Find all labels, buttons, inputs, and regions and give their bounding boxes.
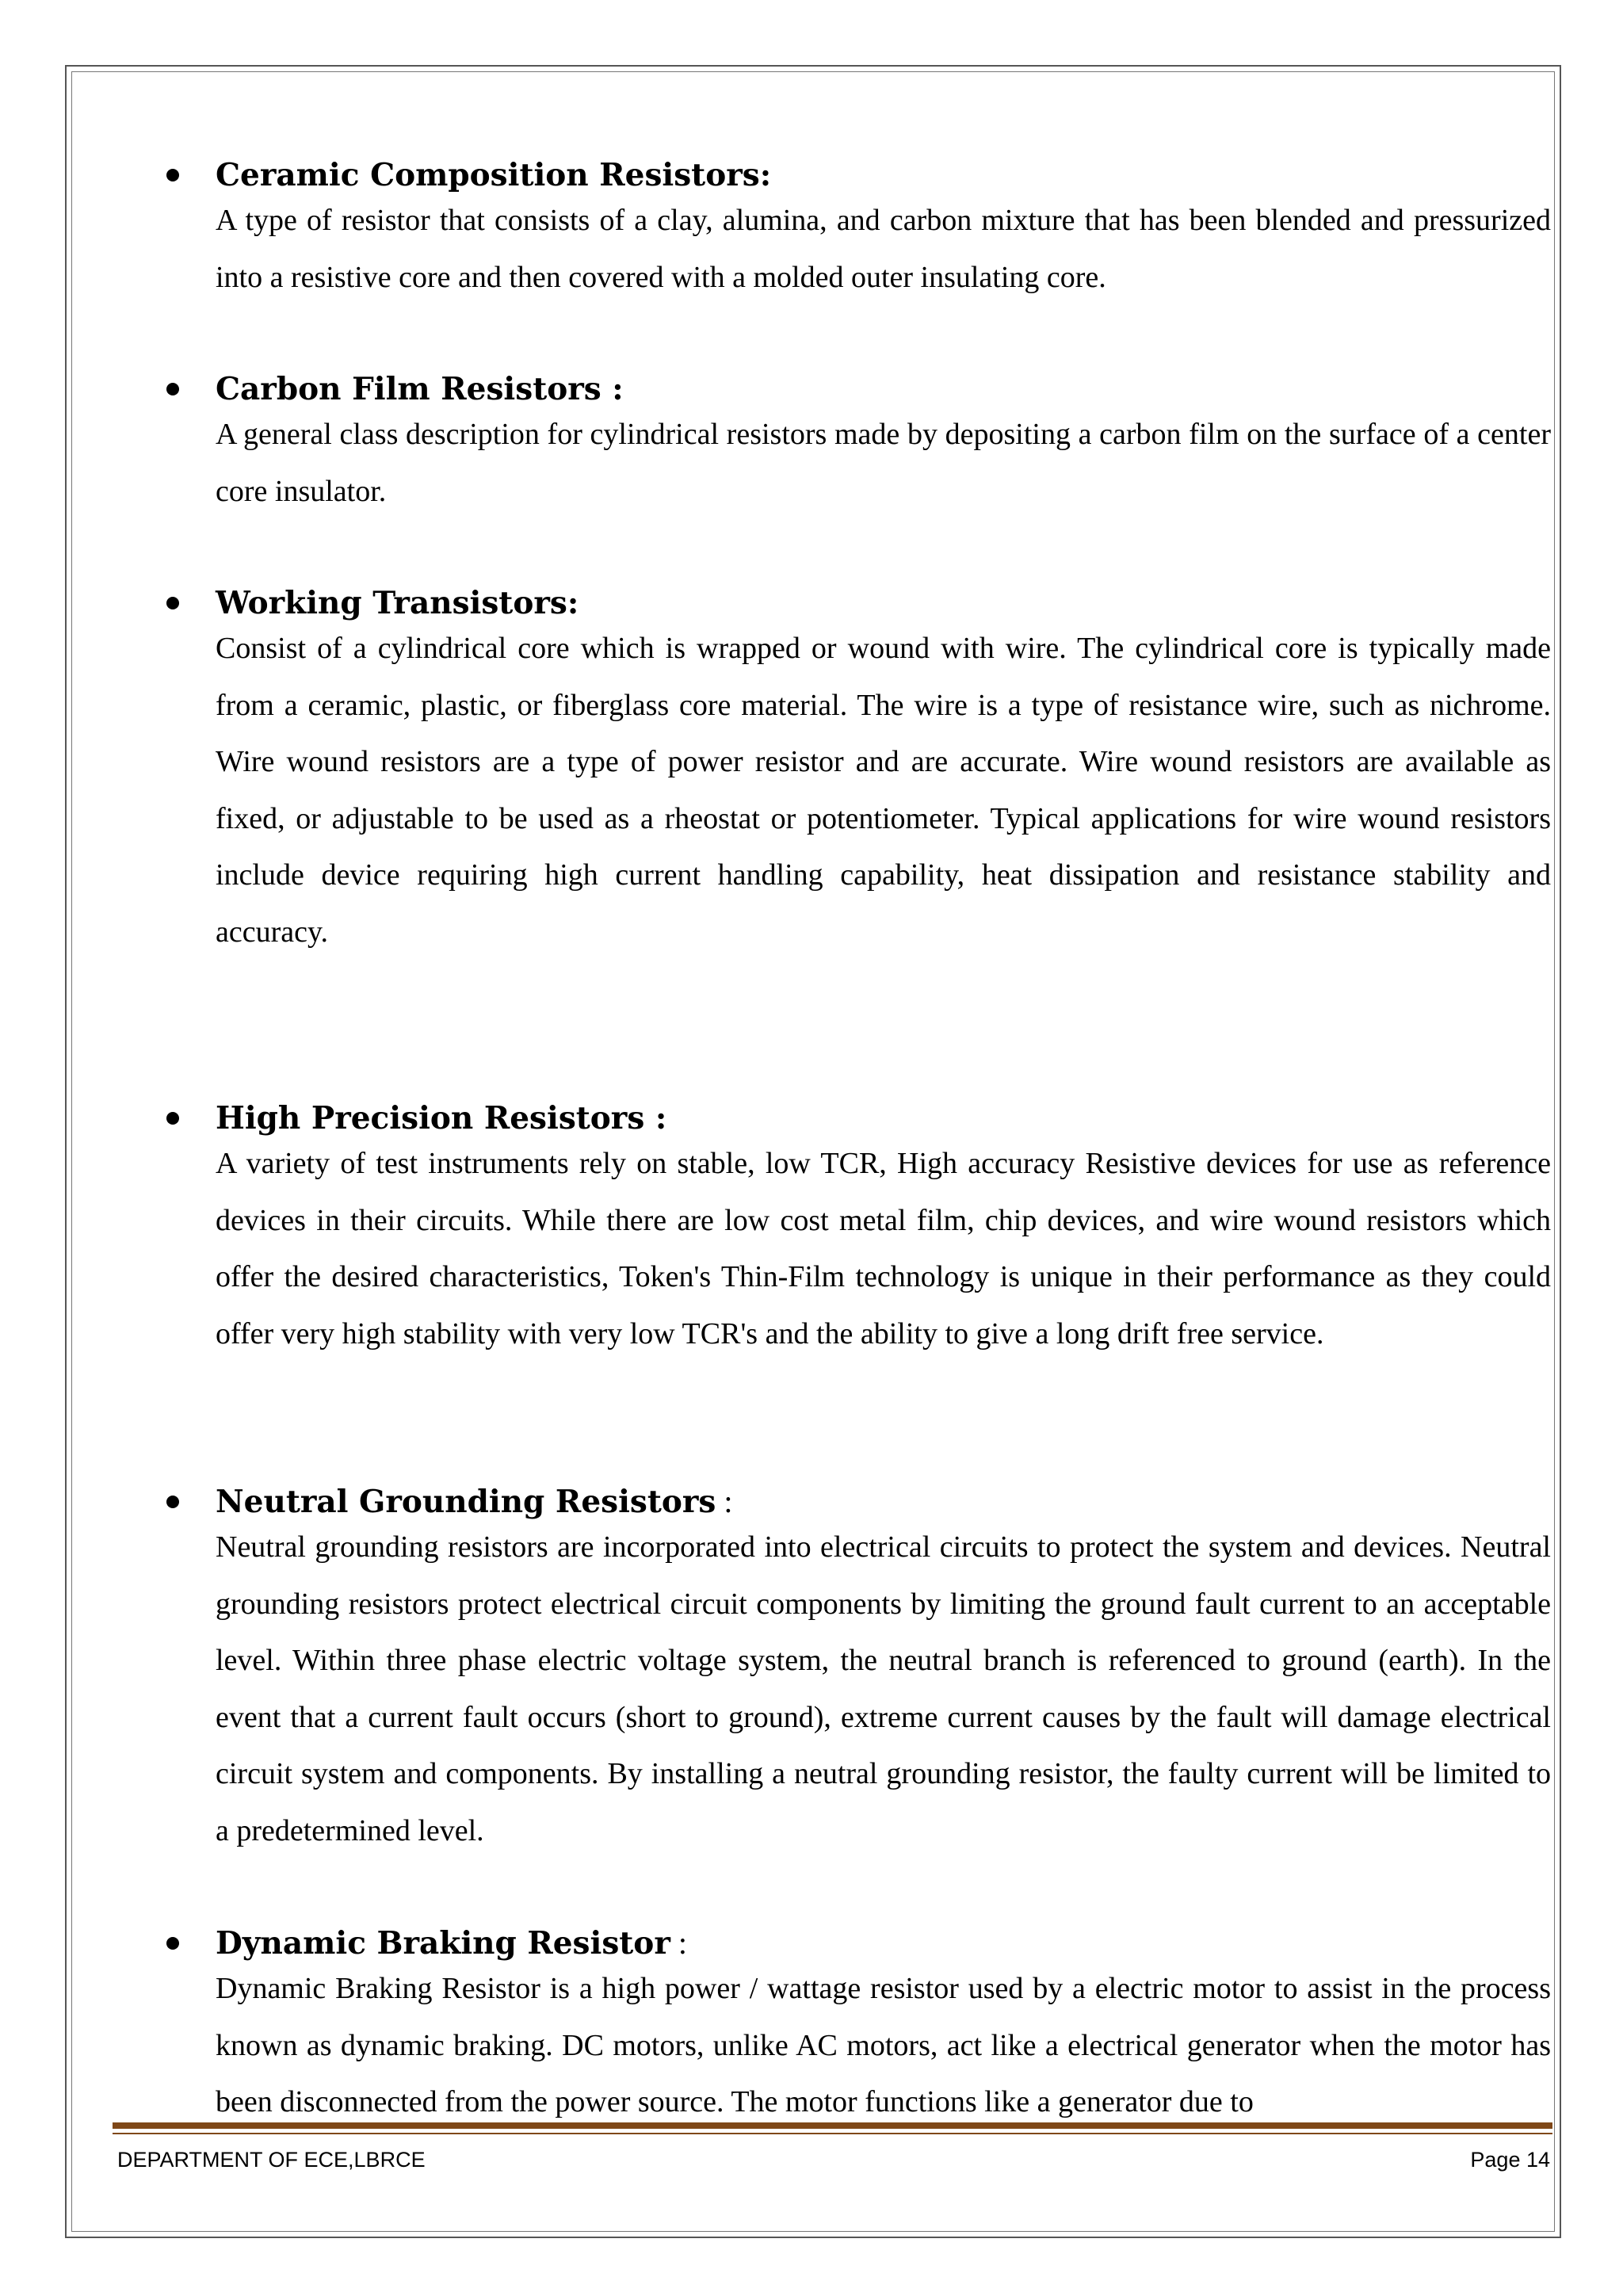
bullet-icon bbox=[166, 1496, 179, 1508]
section-body: A type of resistor that consists of a clay, alumina, and carbon mixture that has been blended and pressurized into a resistive core and then covered with a molded outer insulating core. bbox=[216, 204, 1551, 294]
section-body: Dynamic Braking Resistor is a high power / wattage resistor used by a electric motor to assist in the process known as dynamic braking. DC motors, unlike AC motors, act like a electrical generator when the motor has been disconnected from the power source. The motor functions like a generator due to bbox=[216, 1972, 1551, 2118]
section-heading: Dynamic Braking Resistor : bbox=[216, 1925, 687, 1962]
section-body: Neutral grounding resistors are incorporated into electrical circuits to protect the system and devices. Neutral grounding resistors protect electrical circuit components by limiting the ground fault current to an acceptable level. Within three phase electric voltage system, the neutral branch is referenced to ground (earth). In the event that a current fault occurs (short to ground), extreme current causes by the fault will damage electrical circuit system and components. By installing a neutral grounding resistor, the faulty current will be limited to a predetermined level. bbox=[216, 1530, 1551, 1847]
bullet-icon bbox=[166, 1112, 179, 1125]
section-heading: Working Transistors: bbox=[216, 585, 579, 621]
footer-divider-thin bbox=[113, 2133, 1552, 2134]
section-body: A variety of test instruments rely on stable, low TCR, High accuracy Resistive devices for use as reference devices in their circuits. While there are low cost metal film, chip devices, and wire wound resistors which offer the desired characteristics, Token's Thin-Film technology is unique in their performance as they could offer very high stability with very low TCR's and the ability to give a long drift free service. bbox=[216, 1147, 1551, 1350]
section-body: Consist of a cylindrical core which is wrapped or wound with wire. The cylindrical core is typically made from a ceramic, plastic, or fiberglass core material. The wire is a type of resistance wire, such as nichrome. Wire wound resistors are a type of power resistor and are accurate. Wire wound resistors are available as fixed, or adjustable to be used as a rheostat or potentiometer. Typical applications for wire wound resistors include device requiring high current handling capability, heat dissipation and resistance stability and accuracy. bbox=[216, 632, 1551, 949]
section-heading: Neutral Grounding Resistors : bbox=[216, 1484, 733, 1520]
section-heading: Ceramic Composition Resistors: bbox=[216, 157, 772, 193]
bullet-icon bbox=[166, 169, 179, 181]
section-heading: High Precision Resistors : bbox=[216, 1100, 667, 1137]
section-heading: Carbon Film Resistors : bbox=[216, 371, 624, 407]
bullet-icon bbox=[166, 597, 179, 609]
bullet-icon bbox=[166, 383, 179, 395]
section-body: A general class description for cylindrical resistors made by depositing a carbon film on the surface of a center core insulator. bbox=[216, 418, 1551, 508]
footer-page-number: Page 14 bbox=[1470, 2148, 1550, 2172]
bullet-icon bbox=[166, 1937, 179, 1950]
footer-divider bbox=[113, 2122, 1552, 2129]
footer-department: DEPARTMENT OF ECE,LBRCE bbox=[117, 2148, 426, 2172]
